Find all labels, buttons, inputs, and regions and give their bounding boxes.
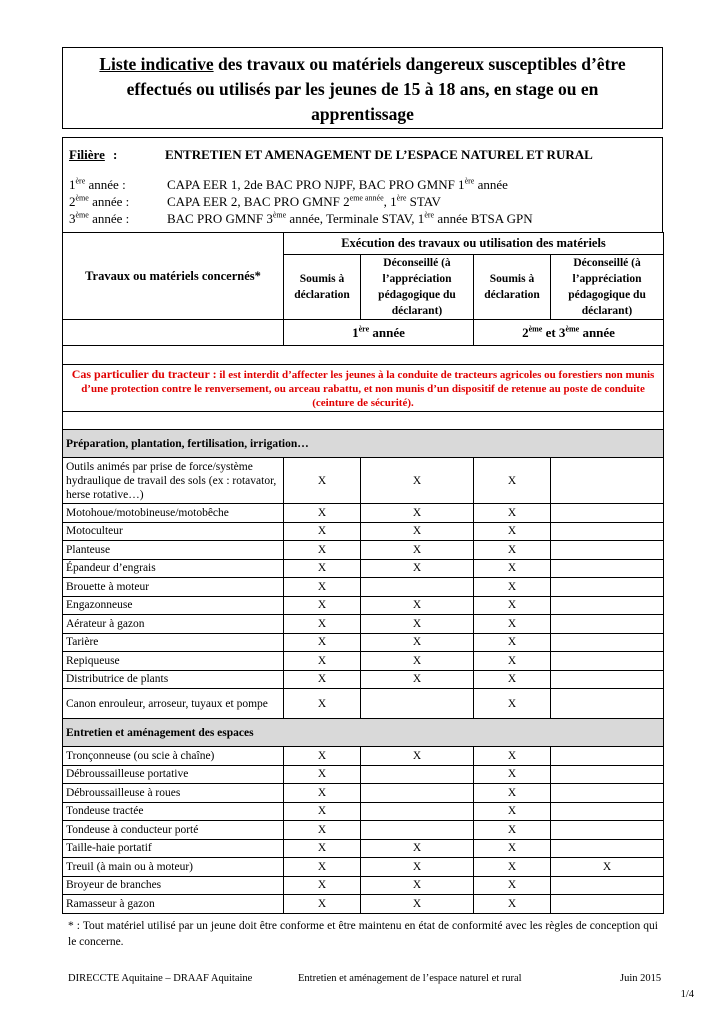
table-row	[63, 541, 664, 560]
equipment-name: Tronçonneuse (ou scie à chaîne)	[63, 747, 284, 766]
deconseille-2-cell	[551, 670, 664, 689]
soumis-1-cell: X	[284, 802, 361, 821]
deconseille-2-cell	[551, 541, 664, 560]
equipment-name: Tondeuse à conducteur porté	[63, 821, 284, 840]
soumis-2-cell: X	[474, 876, 551, 895]
col-soumis-1: Soumis à déclaration	[284, 255, 361, 320]
table-row	[63, 839, 664, 858]
year-courses: CAPA EER 1, 2de BAC PRO NJPF, BAC PRO GMNF 1ère année	[167, 176, 508, 192]
footnote: * : Tout matériel utilisé par un jeune doit être conforme et être maintenu en état de conformité avec les règles de conception qui le concerne.	[68, 920, 658, 948]
table-row	[63, 821, 664, 840]
soumis-1-cell: X	[284, 596, 361, 615]
soumis-1-cell: X	[284, 670, 361, 689]
filiere-box	[62, 137, 663, 233]
filiere-title: ENTRETIEN ET AMENAGEMENT DE L’ESPACE NATUREL ET RURAL	[165, 147, 593, 162]
soumis-1-cell: X	[284, 784, 361, 803]
year23-sup2: ème	[565, 324, 580, 334]
year23-rest: année	[579, 324, 615, 340]
table-row	[63, 858, 664, 877]
table-row	[63, 784, 664, 803]
year-empty-cell	[63, 320, 284, 346]
title-line1: des travaux ou matériels dangereux susceptibles d’être	[213, 54, 626, 74]
soumis-1-cell: X	[284, 615, 361, 634]
year23-sup1: ème	[528, 324, 543, 334]
deconseille-1-cell: X	[361, 504, 474, 523]
soumis-2-cell: X	[474, 559, 551, 578]
table-row	[63, 802, 664, 821]
deconseille-2-cell	[551, 559, 664, 578]
soumis-2-cell: X	[474, 821, 551, 840]
equipment-name: Brouette à moteur	[63, 578, 284, 597]
soumis-1-cell: X	[284, 747, 361, 766]
equipment-name: Treuil (à main ou à moteur)	[63, 858, 284, 877]
page-number: 1/4	[680, 989, 694, 1000]
deconseille-2-cell	[551, 747, 664, 766]
soumis-1-cell: X	[284, 458, 361, 504]
section-header: Préparation, plantation, fertilisation, irrigation…	[63, 430, 664, 458]
soumis-2-cell: X	[474, 615, 551, 634]
soumis-1-cell: X	[284, 895, 361, 914]
equipment-name: Débroussailleuse portative	[63, 765, 284, 784]
tracteur-text: il est interdit d’affecter les jeunes à la conduite de tracteurs agricoles ou forestiers non munis d’une protection contre le renversement, ou arceau rabattu, et non munis d’un dispositif de retenue au poste de conduite (ceinture de sécurité).	[81, 368, 655, 409]
table-row	[63, 633, 664, 652]
deconseille-2-cell	[551, 578, 664, 597]
deconseille-1-cell: X	[361, 895, 474, 914]
deconseille-2-cell: X	[551, 858, 664, 877]
soumis-1-cell: X	[284, 839, 361, 858]
deconseille-1-cell: X	[361, 670, 474, 689]
table-row	[63, 504, 664, 523]
soumis-1-cell: X	[284, 876, 361, 895]
deconseille-2-cell	[551, 765, 664, 784]
equipment-name: Planteuse	[63, 541, 284, 560]
soumis-2-cell: X	[474, 670, 551, 689]
footer-left: DIRECCTE Aquitaine – DRAAF Aquitaine	[68, 973, 253, 984]
deconseille-1-cell: X	[361, 458, 474, 504]
soumis-2-cell: X	[474, 784, 551, 803]
filiere-colon: :	[113, 147, 118, 162]
table-row	[63, 747, 664, 766]
section-header: Entretien et aménagement des espaces	[63, 719, 664, 747]
equipment-name: Outils animés par prise de force/système hydraulique de travail des sols (ex : rotavator, herse rotative…)	[63, 458, 284, 504]
document-title	[62, 47, 663, 129]
deconseille-2-cell	[551, 615, 664, 634]
deconseille-1-cell	[361, 578, 474, 597]
soumis-2-cell: X	[474, 895, 551, 914]
deconseille-2-cell	[551, 802, 664, 821]
row-header: Travaux ou matériels concernés*	[63, 233, 284, 320]
deconseille-1-cell	[361, 784, 474, 803]
deconseille-2-cell	[551, 596, 664, 615]
table-row	[63, 670, 664, 689]
title-line3: apprentissage	[311, 104, 414, 124]
tracteur-label: Cas particulier du tracteur :	[71, 366, 217, 381]
deconseille-1-cell: X	[361, 596, 474, 615]
deconseille-1-cell: X	[361, 652, 474, 671]
deconseille-1-cell	[361, 765, 474, 784]
deconseille-1-cell	[361, 689, 474, 719]
deconseille-1-cell: X	[361, 839, 474, 858]
soumis-1-cell: X	[284, 821, 361, 840]
table-row	[63, 876, 664, 895]
table-row	[63, 458, 664, 504]
deconseille-1-cell: X	[361, 615, 474, 634]
year-courses: BAC PRO GMNF 3ème année, Terminale STAV, 1ère année BTSA GPN	[167, 210, 533, 226]
soumis-1-cell: X	[284, 652, 361, 671]
deconseille-2-cell	[551, 522, 664, 541]
year-label: 3ème année :	[69, 210, 130, 226]
soumis-1-cell: X	[284, 578, 361, 597]
equipment-name: Ramasseur à gazon	[63, 895, 284, 914]
deconseille-1-cell: X	[361, 522, 474, 541]
deconseille-2-cell	[551, 821, 664, 840]
filiere-label: Filière	[69, 147, 105, 162]
deconseille-2-cell	[551, 895, 664, 914]
year1-header	[284, 320, 474, 346]
exec-header: Exécution des travaux ou utilisation des matériels	[284, 233, 664, 255]
deconseille-2-cell	[551, 458, 664, 504]
table-row	[63, 578, 664, 597]
equipment-name: Épandeur d’engrais	[63, 559, 284, 578]
table-row	[63, 522, 664, 541]
equipment-name: Canon enrouleur, arroseur, tuyaux et pompe	[63, 689, 284, 719]
soumis-2-cell: X	[474, 652, 551, 671]
spacer-row	[63, 412, 664, 430]
equipment-name: Tondeuse tractée	[63, 802, 284, 821]
deconseille-2-cell	[551, 652, 664, 671]
year-label: 1ère année :	[69, 176, 126, 192]
equipment-name: Engazonneuse	[63, 596, 284, 615]
equipment-name: Taille-haie portatif	[63, 839, 284, 858]
soumis-1-cell: X	[284, 504, 361, 523]
deconseille-1-cell: X	[361, 559, 474, 578]
soumis-2-cell: X	[474, 747, 551, 766]
year1-sup: ère	[358, 324, 370, 334]
dangerous-equipment-table	[62, 232, 664, 914]
footer-center: Entretien et aménagement de l’espace naturel et rural	[298, 973, 522, 984]
equipment-name: Motohoue/motobineuse/motobêche	[63, 504, 284, 523]
title-line2: effectués ou utilisés par les jeunes de 15 à 18 ans, en stage ou en	[126, 79, 599, 99]
deconseille-1-cell	[361, 821, 474, 840]
deconseille-1-cell: X	[361, 858, 474, 877]
equipment-name: Broyeur de branches	[63, 876, 284, 895]
title-underlined: Liste indicative	[99, 54, 214, 74]
soumis-2-cell: X	[474, 858, 551, 877]
year23-header	[474, 320, 664, 346]
table-row	[63, 615, 664, 634]
equipment-name: Distributrice de plants	[63, 670, 284, 689]
deconseille-1-cell	[361, 802, 474, 821]
soumis-2-cell: X	[474, 633, 551, 652]
table-row	[63, 596, 664, 615]
equipment-name: Repiqueuse	[63, 652, 284, 671]
soumis-1-cell: X	[284, 541, 361, 560]
col-deconseille-2: Déconseillé (à l’appréciation pédagogique du déclarant)	[551, 255, 664, 320]
soumis-1-cell: X	[284, 858, 361, 877]
year-courses: CAPA EER 2, BAC PRO GMNF $2^{eme année}$, 1ère STAV	[167, 193, 441, 209]
deconseille-1-cell: X	[361, 541, 474, 560]
soumis-1-cell: X	[284, 522, 361, 541]
soumis-2-cell: X	[474, 802, 551, 821]
deconseille-1-cell: X	[361, 747, 474, 766]
year23-mid: et 3	[542, 324, 566, 340]
soumis-2-cell: X	[474, 458, 551, 504]
table-row	[63, 765, 664, 784]
table-row	[63, 895, 664, 914]
table-row	[63, 652, 664, 671]
deconseille-2-cell	[551, 689, 664, 719]
soumis-1-cell: X	[284, 765, 361, 784]
deconseille-2-cell	[551, 633, 664, 652]
year1-num: 1	[352, 324, 359, 340]
year1-rest: année	[369, 324, 405, 340]
soumis-2-cell: X	[474, 689, 551, 719]
equipment-name: Débroussailleuse à roues	[63, 784, 284, 803]
equipment-name: Motoculteur	[63, 522, 284, 541]
year-label: 2ème année :	[69, 193, 130, 209]
deconseille-2-cell	[551, 504, 664, 523]
soumis-2-cell: X	[474, 522, 551, 541]
deconseille-2-cell	[551, 784, 664, 803]
deconseille-2-cell	[551, 839, 664, 858]
soumis-2-cell: X	[474, 541, 551, 560]
deconseille-1-cell: X	[361, 633, 474, 652]
equipment-name: Aérateur à gazon	[63, 615, 284, 634]
soumis-2-cell: X	[474, 504, 551, 523]
table-row	[63, 559, 664, 578]
soumis-2-cell: X	[474, 596, 551, 615]
footer-right: Juin 2015	[620, 973, 662, 984]
deconseille-1-cell: X	[361, 876, 474, 895]
soumis-1-cell: X	[284, 559, 361, 578]
deconseille-2-cell	[551, 876, 664, 895]
spacer-row	[63, 346, 664, 365]
table-row	[63, 689, 664, 719]
tracteur-notice	[63, 365, 664, 412]
soumis-2-cell: X	[474, 578, 551, 597]
col-soumis-2: Soumis à déclaration	[474, 255, 551, 320]
col-deconseille-1: Déconseillé (à l’appréciation pédagogique du déclarant)	[361, 255, 474, 320]
soumis-2-cell: X	[474, 765, 551, 784]
year23-a: 2	[522, 324, 529, 340]
soumis-1-cell: X	[284, 633, 361, 652]
soumis-1-cell: X	[284, 689, 361, 719]
soumis-2-cell: X	[474, 839, 551, 858]
equipment-name: Tarière	[63, 633, 284, 652]
